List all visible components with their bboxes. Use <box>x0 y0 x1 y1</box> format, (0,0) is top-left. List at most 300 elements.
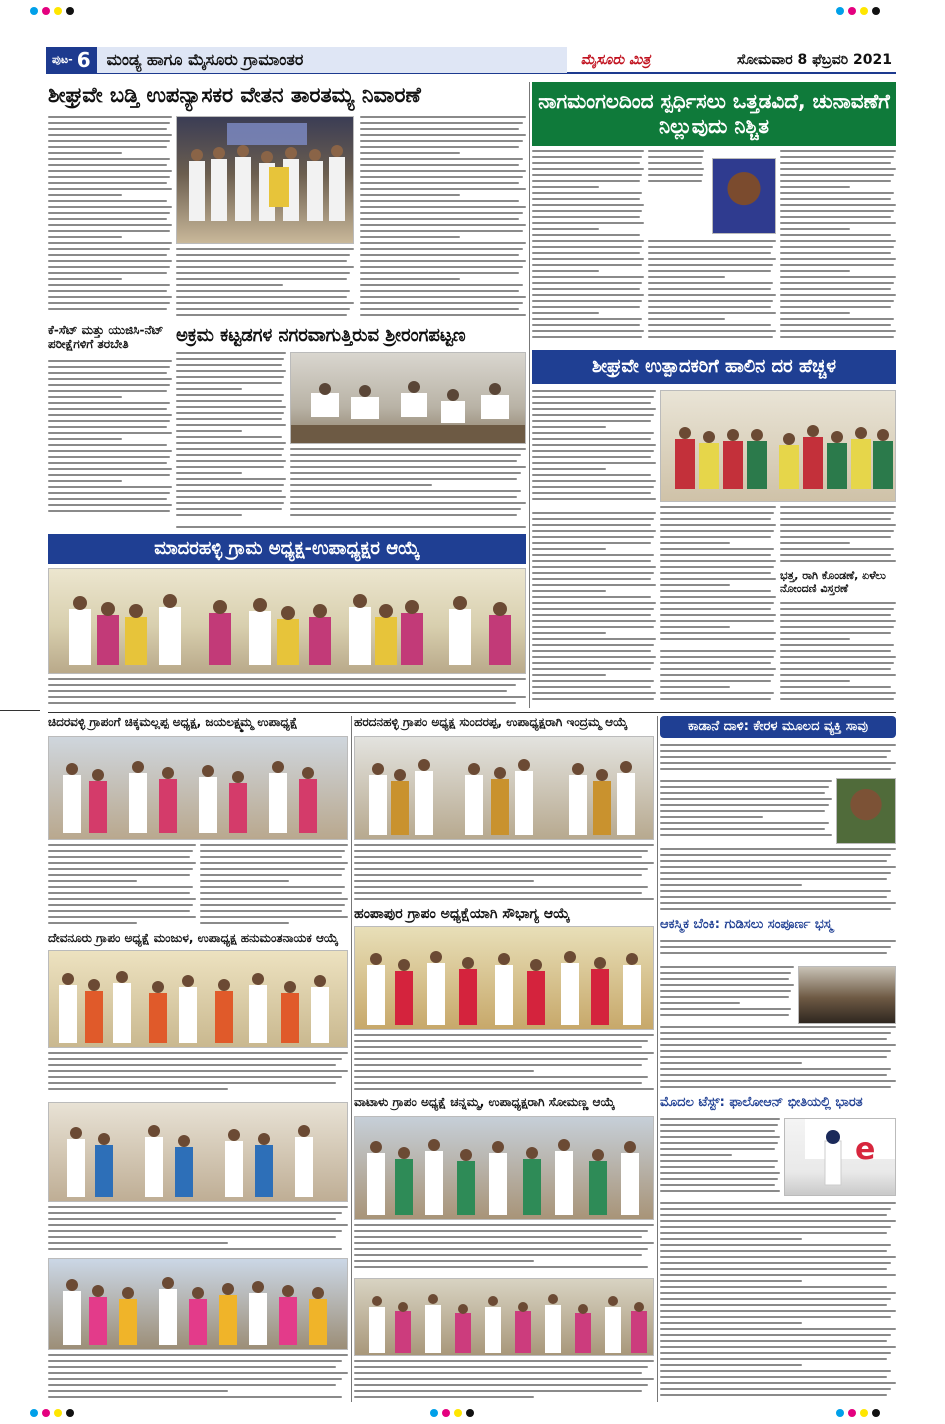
headline-hampapura: ಹಂಪಾಪುರ ಗ್ರಾಪಂ ಅಧ್ಯಕ್ಷೆಯಾಗಿ ಸೌಭಾಗ್ಯ ಆಯ್ಕೆ <box>354 906 571 922</box>
text-line <box>660 822 829 824</box>
text-line <box>48 384 170 386</box>
photo-hampapura <box>354 926 654 1030</box>
text-line <box>648 180 702 182</box>
text-line <box>532 222 644 224</box>
text-line <box>780 518 891 520</box>
text-line <box>660 750 891 752</box>
text-line <box>660 786 829 788</box>
text-line <box>532 240 644 242</box>
text-line <box>660 896 887 898</box>
text-line <box>660 878 887 880</box>
text-line <box>48 1366 336 1368</box>
text-line <box>660 608 771 610</box>
text-line <box>780 150 896 152</box>
text-line <box>48 862 196 864</box>
text-line <box>48 462 167 464</box>
text-line <box>660 1044 896 1046</box>
text-line <box>532 680 654 682</box>
text-line <box>532 402 651 404</box>
text-line <box>200 844 348 846</box>
text-line <box>360 224 526 226</box>
text-line <box>660 908 891 910</box>
headline-kset: ಕೆ-ಸೆಟ್ ಮತ್ತು ಯುಜಿಸಿ-ನೆಟ್ ಪರೀಕ್ಷೆಗಳಿಗೆ ತರಬೇತಿ <box>48 323 164 351</box>
text-line <box>48 296 172 298</box>
text-line <box>176 508 282 510</box>
text-line <box>360 212 523 214</box>
text-line <box>660 1050 891 1052</box>
text-line <box>660 848 896 850</box>
text-line <box>176 484 284 486</box>
photo-politician-portrait <box>712 158 776 234</box>
text-line <box>660 1214 887 1216</box>
text-line <box>780 162 891 164</box>
text-line <box>532 686 651 688</box>
text-line <box>48 360 172 362</box>
photo-milk-meeting <box>660 390 896 502</box>
text-line <box>176 466 284 468</box>
text-line <box>660 1124 778 1126</box>
text-line <box>360 200 519 202</box>
text-line <box>532 414 654 416</box>
text-line <box>532 548 606 550</box>
text-line <box>780 294 896 296</box>
text-line <box>354 1360 654 1362</box>
text-line <box>780 656 896 658</box>
text-line <box>532 234 640 236</box>
text-line <box>200 910 342 912</box>
text-line <box>660 1274 896 1276</box>
text-line <box>660 638 774 640</box>
text-line <box>532 408 656 410</box>
text-line <box>532 150 644 152</box>
text-line <box>532 530 656 532</box>
text-line <box>532 468 606 470</box>
headline-vatalu: ವಾಟಾಳು ಗ್ರಾಪಂ ಅಧ್ಯಕ್ಷೆ ಚನ್ನಮ್ಮ, ಉಪಾಧ್ಯಕ್ಷರಾಗಿ ಸೋಮಣ್ಣ ಆಯ್ಕೆ <box>354 1095 615 1109</box>
text-line <box>360 296 526 298</box>
headline-nagamangala: ನಾಗಮಂಗಲದಿಂದ ಸ್ಪರ್ಧಿಸಲು ಒತ್ತಡವಿದೆ, ಚುನಾವಣೆಗೆ ನಿಲ್ಲುವುದು ನಿಶ್ಚಿತ <box>532 82 896 146</box>
text-line <box>48 206 172 208</box>
text-line <box>290 466 526 468</box>
headline-elephant: ಕಾಡಾನೆ ದಾಳಿ: ಕೇರಳ ಮೂಲದ ವ್ಯಕ್ತಿ ಸಾವು <box>660 716 896 738</box>
text-line <box>660 804 829 806</box>
text-line <box>48 510 170 512</box>
text-line <box>290 478 517 480</box>
text-line <box>660 1154 732 1156</box>
text-line <box>176 412 284 414</box>
text-line <box>48 188 172 190</box>
text-line <box>176 430 242 432</box>
text-line <box>532 590 606 592</box>
text-line <box>660 1062 802 1064</box>
text-line <box>780 530 894 532</box>
text-line <box>532 168 644 170</box>
text-line <box>200 868 345 870</box>
headline-chidaravalli: ಚಿದರವಳ್ಳಿ ಗ್ರಾಪಂಗೆ ಚಿಕ್ಕಮಲ್ಲಪ್ಪ ಅಧ್ಯಕ್ಷ, ಜಯಲಕ್ಷ್ಮಮ್ಮ ಉಪಾಧ್ಯಕ್ಷೆ <box>48 715 298 729</box>
text-line <box>660 1340 887 1342</box>
text-line <box>360 248 523 250</box>
text-line <box>780 306 891 308</box>
text-line <box>532 674 606 676</box>
text-line <box>532 560 651 562</box>
article-text-nagamangala-col3 <box>780 150 896 344</box>
article-text-fire-col2 <box>660 1026 896 1092</box>
text-line <box>780 674 896 676</box>
text-line <box>48 224 172 226</box>
text-line <box>780 270 850 272</box>
masthead <box>46 48 896 74</box>
text-line <box>48 1076 342 1078</box>
text-line <box>48 1372 348 1374</box>
text-line <box>780 204 896 206</box>
text-line <box>532 572 654 574</box>
text-line <box>354 898 654 900</box>
text-line <box>780 240 896 242</box>
text-line <box>780 174 894 176</box>
text-line <box>48 122 170 124</box>
text-line <box>48 492 170 494</box>
text-line <box>660 872 891 874</box>
text-line <box>660 792 825 794</box>
article-text-kset <box>48 360 172 520</box>
text-line <box>48 1248 342 1250</box>
article-text-elephant-col2 <box>660 848 896 914</box>
text-line <box>290 502 526 504</box>
text-line <box>354 1390 642 1392</box>
text-line <box>780 186 850 188</box>
text-line <box>780 222 896 224</box>
text-line <box>48 678 526 680</box>
text-line <box>48 850 193 852</box>
text-line <box>360 140 523 142</box>
text-line <box>660 578 776 580</box>
text-line <box>532 536 654 538</box>
text-line <box>354 1034 654 1036</box>
text-line <box>48 898 196 900</box>
text-line <box>48 278 122 280</box>
text-line <box>290 508 521 510</box>
text-line <box>660 1358 887 1360</box>
text-line <box>532 596 651 598</box>
text-line <box>176 358 284 360</box>
text-line <box>532 692 656 694</box>
text-line <box>48 390 167 392</box>
text-line <box>48 284 170 286</box>
text-line <box>648 318 725 320</box>
text-line <box>780 318 894 320</box>
text-line <box>354 862 654 864</box>
text-line <box>176 394 284 396</box>
text-line <box>780 336 894 338</box>
photo-sosale <box>48 1102 348 1202</box>
text-line <box>360 164 519 166</box>
text-line <box>780 330 896 332</box>
text-line <box>48 474 170 476</box>
text-line <box>780 216 891 218</box>
article-text-nagamangala-col1 <box>532 150 644 344</box>
text-line <box>354 1224 654 1226</box>
text-line <box>780 324 891 326</box>
text-line <box>360 314 526 316</box>
text-line <box>660 1346 896 1348</box>
text-line <box>176 314 347 316</box>
text-line <box>200 880 289 882</box>
photo-chikkajatka <box>48 1258 348 1350</box>
text-line <box>200 856 342 858</box>
text-line <box>532 542 651 544</box>
registration-marks-bottom-center <box>430 1408 474 1418</box>
text-line <box>648 162 702 164</box>
text-line <box>532 662 654 664</box>
text-line <box>660 1382 896 1384</box>
text-line <box>176 460 286 462</box>
text-line <box>660 1038 887 1040</box>
text-line <box>48 164 167 166</box>
registration-marks-top-left <box>30 6 74 16</box>
text-line <box>354 1052 654 1054</box>
text-line <box>780 620 896 622</box>
text-line <box>660 632 776 634</box>
text-line <box>660 1304 887 1306</box>
text-line <box>660 1322 802 1324</box>
section-title: ಮಂಡ್ಯ ಹಾಗೂ ಮೈಸೂರು ಗ್ರಾಮಾಂತರ <box>97 47 567 73</box>
text-line <box>290 514 517 516</box>
text-line <box>48 182 167 184</box>
text-line <box>660 984 794 986</box>
page-number: 6 <box>76 48 91 72</box>
text-line <box>660 1190 780 1192</box>
headline-fire: ಆಕಸ್ಮಿಕ ಬೆಂಕಿ: ಗುಡಿಸಲು ಸಂಪೂರ್ಣ ಭಸ್ಮ <box>660 917 833 932</box>
text-line <box>660 1238 802 1240</box>
registration-marks-bottom-right <box>836 1408 880 1418</box>
text-line <box>48 308 167 310</box>
text-line <box>660 518 771 520</box>
column-rule-2 <box>657 716 658 1402</box>
text-line <box>660 1202 896 1204</box>
text-line <box>660 744 896 746</box>
text-line <box>176 514 242 516</box>
text-line <box>200 886 345 888</box>
text-line <box>176 254 350 256</box>
text-line <box>660 1080 896 1082</box>
text-line <box>660 1086 891 1088</box>
text-line <box>660 1184 775 1186</box>
text-line <box>660 854 891 856</box>
text-line <box>532 210 642 212</box>
text-line <box>360 230 523 232</box>
text-line <box>660 1002 740 1004</box>
text-line <box>532 294 644 296</box>
text-line <box>660 1244 891 1246</box>
text-line <box>532 632 606 634</box>
paper-name: ಮೈಸೂರು ಮಿತ್ರ <box>580 52 651 68</box>
text-line <box>532 300 642 302</box>
text-line <box>176 272 350 274</box>
text-line <box>780 698 894 700</box>
text-line <box>648 336 773 338</box>
text-line <box>48 266 170 268</box>
article-text-lecturer-col1 <box>48 116 172 316</box>
text-line <box>200 862 348 864</box>
text-line <box>780 662 894 664</box>
text-line <box>48 420 170 422</box>
text-line <box>48 218 167 220</box>
text-line <box>660 1026 896 1028</box>
text-line <box>660 1292 896 1294</box>
text-line <box>48 402 170 404</box>
text-line <box>532 264 642 266</box>
text-line <box>290 460 517 462</box>
text-line <box>660 572 771 574</box>
text-line <box>780 264 894 266</box>
caption-haradanahalli <box>354 844 654 904</box>
text-line <box>48 176 170 178</box>
text-line <box>532 216 640 218</box>
text-line <box>48 856 190 858</box>
text-line <box>48 702 516 704</box>
text-line <box>660 1316 891 1318</box>
text-line <box>354 1088 654 1090</box>
text-line <box>354 1058 648 1060</box>
text-line <box>48 128 167 130</box>
text-line <box>532 584 656 586</box>
article-text-ragi <box>780 602 896 706</box>
text-line <box>354 1236 642 1238</box>
text-line <box>660 1280 802 1282</box>
text-line <box>532 638 656 640</box>
text-line <box>780 258 896 260</box>
text-line <box>354 1260 534 1262</box>
text-line <box>660 1208 891 1210</box>
text-line <box>648 240 776 242</box>
text-line <box>660 946 891 948</box>
text-line <box>780 252 891 254</box>
text-line <box>532 602 656 604</box>
text-line <box>176 266 354 268</box>
text-line <box>48 892 190 894</box>
text-line <box>48 426 167 428</box>
left-margin-rule <box>0 710 40 711</box>
text-line <box>48 690 507 692</box>
text-line <box>660 1178 778 1180</box>
text-line <box>354 1040 648 1042</box>
text-line <box>532 608 654 610</box>
text-line <box>354 1248 648 1250</box>
text-line <box>660 1056 887 1058</box>
text-line <box>660 860 887 862</box>
text-line <box>354 1064 642 1066</box>
text-line <box>648 246 773 248</box>
text-line <box>532 252 640 254</box>
text-line <box>532 258 644 260</box>
text-line <box>48 480 122 482</box>
text-line <box>780 228 850 230</box>
text-line <box>660 780 832 782</box>
headline-srirangapatna: ಅಕ್ರಮ ಕಟ್ಟಡಗಳ ನಗರವಾಗುತ್ತಿರುವ ಶ್ರೀರಂಗಪಟ್ಟಣ <box>176 325 466 346</box>
text-line <box>660 560 776 562</box>
text-line <box>660 584 730 586</box>
text-line <box>780 288 891 290</box>
text-line <box>532 192 642 194</box>
text-line <box>660 990 791 992</box>
text-line <box>660 620 774 622</box>
text-line <box>360 236 460 238</box>
text-line <box>290 448 526 450</box>
text-line <box>660 940 896 942</box>
text-line <box>780 168 896 170</box>
text-line <box>354 850 648 852</box>
text-line <box>660 614 776 616</box>
text-line <box>354 1046 642 1048</box>
text-line <box>48 158 170 160</box>
text-line <box>660 1370 891 1372</box>
text-line <box>780 300 894 302</box>
text-line <box>660 1130 775 1132</box>
headline-ragi: ಭತ್ತ, ರಾಗಿ ಕೊಂಡಣೆ, ಏಳೆಲು ನೋಂದಣಿ ವಿಸ್ತರಣೆ <box>780 569 886 595</box>
text-line <box>660 798 832 800</box>
text-line <box>354 1378 654 1380</box>
text-line <box>660 542 730 544</box>
text-line <box>780 234 891 236</box>
text-line <box>48 450 172 452</box>
text-line <box>354 1076 648 1078</box>
text-line <box>48 444 167 446</box>
photo-burnt-hut <box>798 966 896 1024</box>
text-line <box>780 554 891 556</box>
text-line <box>360 194 460 196</box>
text-line <box>532 626 654 628</box>
text-line <box>360 170 526 172</box>
text-line <box>532 198 640 200</box>
text-line <box>660 1118 780 1120</box>
text-line <box>532 390 656 392</box>
text-line <box>176 418 282 420</box>
caption-chikkajatka <box>48 1354 348 1402</box>
text-line <box>176 376 284 378</box>
text-line <box>48 1242 228 1244</box>
text-line <box>660 530 774 532</box>
text-line <box>200 898 348 900</box>
text-line <box>48 1236 336 1238</box>
text-line <box>354 1230 648 1232</box>
text-line <box>660 866 896 868</box>
text-line <box>532 554 654 556</box>
text-line <box>48 116 172 118</box>
article-text-chidaravalli-col2 <box>200 844 348 928</box>
caption-hampapura <box>354 1034 654 1094</box>
text-line <box>660 1376 887 1378</box>
text-line <box>360 302 523 304</box>
headline-madarahalli: ಮಾದರಹಳ್ಳಿ ಗ್ರಾಮ ಅಧ್ಯಕ್ಷ-ಉಪಾಧ್ಯಕ್ಷರ ಆಯ್ಕೆ <box>48 534 526 564</box>
text-line <box>48 886 193 888</box>
text-line <box>532 324 640 326</box>
text-line <box>532 518 654 520</box>
text-line <box>290 454 521 456</box>
text-line <box>532 668 651 670</box>
photo-vatalu <box>354 1116 654 1220</box>
text-line <box>780 312 850 314</box>
text-line <box>176 364 282 366</box>
text-line <box>176 352 286 354</box>
text-line <box>48 1360 342 1362</box>
text-line <box>176 388 242 390</box>
text-line <box>48 242 172 244</box>
text-line <box>360 128 519 130</box>
article-text-srirangapatna-col2 <box>290 448 526 522</box>
text-line <box>648 288 771 290</box>
text-line <box>48 1070 348 1072</box>
text-line <box>532 456 651 458</box>
article-text-srirangapatna-col1 <box>176 352 286 522</box>
